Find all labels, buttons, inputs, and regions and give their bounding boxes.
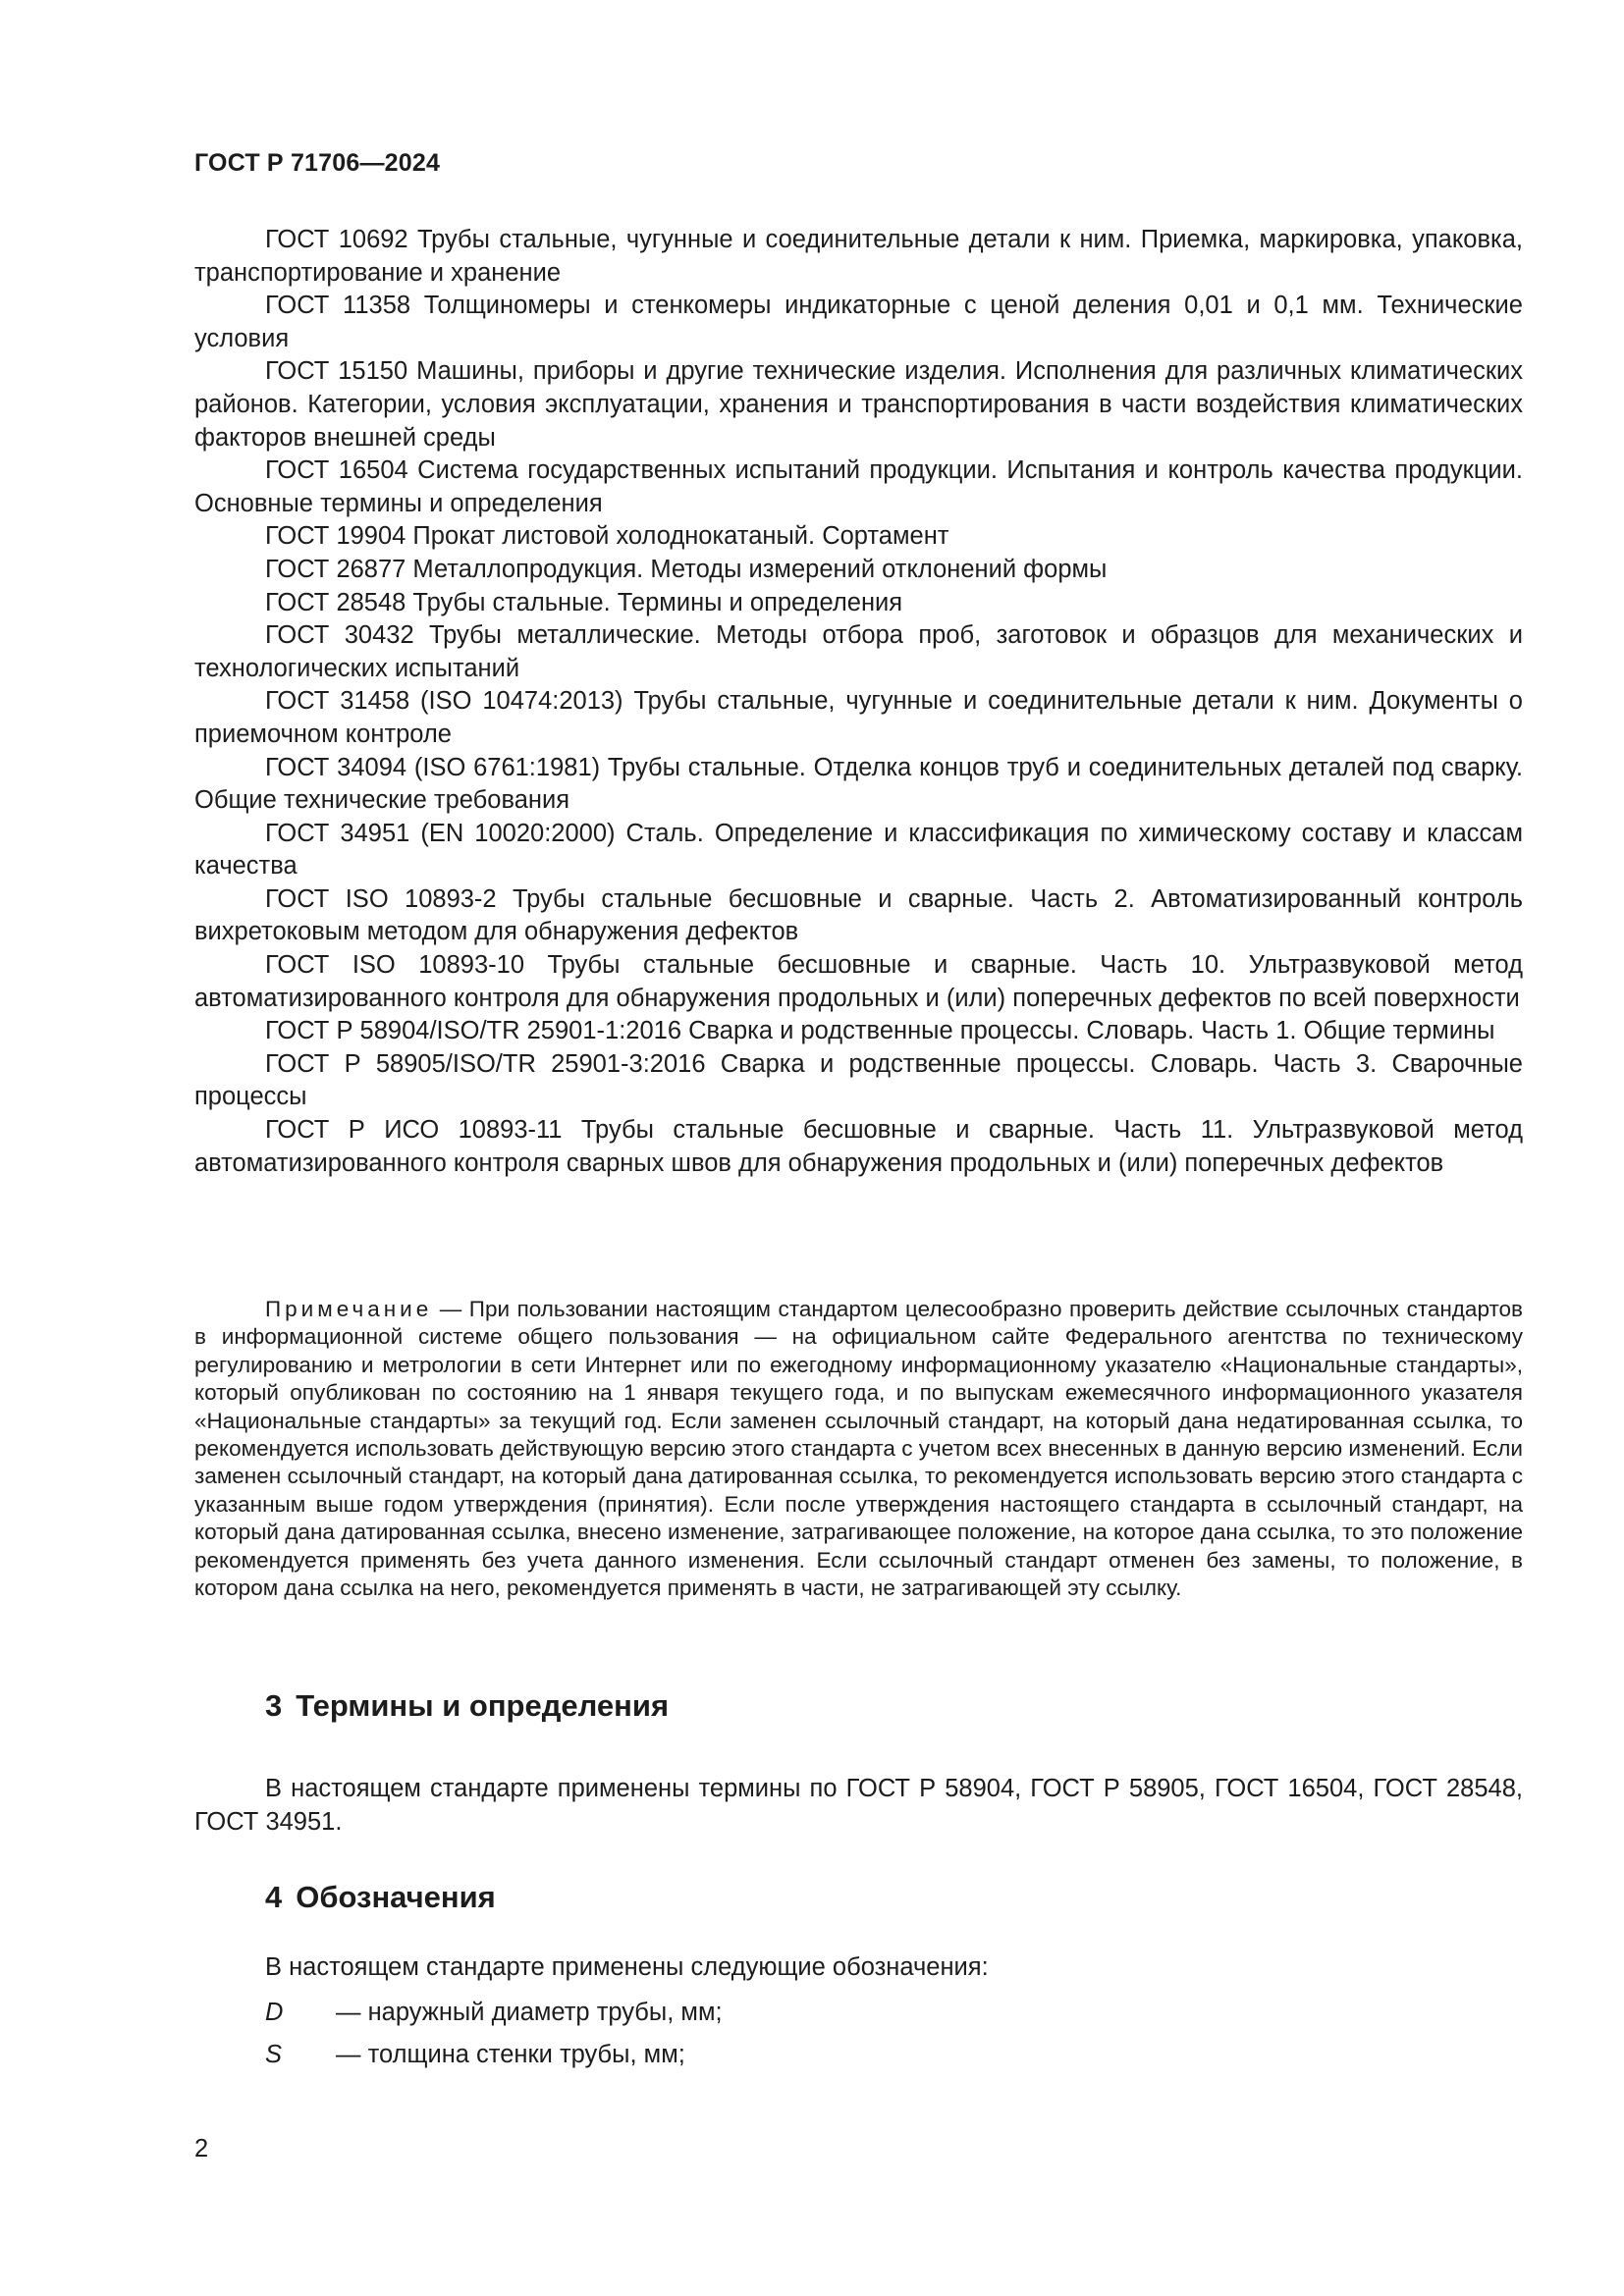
reference-item: ГОСТ 19904 Прокат листовой холоднокатаный. Сортамент [265,522,949,551]
section-4-intro: В настоящем стандарте применены следующие обозначения: [265,1953,989,1981]
symbol-row [265,1999,723,2027]
reference-item: ГОСТ Р 58905/ISO/TR 25901-3:2016 Сварка и родственные процессы. Словарь. Часть 3. Сварочные процессы [194,1049,1523,1111]
reference-item: ГОСТ 15150 Машины, приборы и другие технические изделия. Исполнения для различных климатических районов. Категории, условия эксплуатации, хранения и транспортирования в части воздействия климатических факторов внешней среды [194,357,1523,452]
reference-item: ГОСТ Р ИСО 10893-11 Трубы стальные бесшовные и сварные. Часть 11. Ультразвуковой метод автоматизированного контроля сварных швов для обнаружения продольных и (или) поперечных дефектов [194,1116,1523,1177]
symbol-row [265,2041,685,2069]
reference-item: ГОСТ 28548 Трубы стальные. Термины и определения [265,588,903,616]
symbol: D [265,1999,284,2026]
symbol: S [265,2041,283,2068]
reference-item: ГОСТ Р 58904/ISO/TR 25901-1:2016 Сварка и родственные процессы. Словарь. Часть 1. Общие термины [265,1017,1495,1045]
note-label: Примечание [265,1297,433,1321]
reference-item: ГОСТ 34951 (EN 10020:2000) Сталь. Определение и классификация по химическому составу и классам качества [194,819,1523,881]
reference-item: ГОСТ 16504 Система государственных испытаний продукции. Испытания и контроль качества продукции. Основные термины и определения [194,456,1523,517]
symbol-definition: — толщина стенки трубы, мм; [336,2041,685,2068]
symbol-definition: — наружный диаметр трубы, мм; [336,1999,723,2026]
reference-item: ГОСТ 31458 (ISO 10474:2013) Трубы стальные, чугунные и соединительные детали к ним. Документы о приемочном контроле [194,687,1523,748]
section-3-number: 3 [265,1688,283,1723]
page-number: 2 [194,2135,209,2163]
section-3-title: Термины и определения [296,1688,670,1723]
reference-item: ГОСТ 34094 (ISO 6761:1981) Трубы стальные. Отделка концов труб и соединительных деталей под сварку. Общие технические требования [194,753,1523,815]
reference-item: ГОСТ 30432 Трубы металлические. Методы отбора проб, заготовок и образцов для механических и технологических испытаний [194,621,1523,682]
reference-item: ГОСТ 10692 Трубы стальные, чугунные и соединительные детали к ним. Приемка, маркировка, упаковка, транспортирование и хранение [194,226,1523,287]
reference-item: ГОСТ ISO 10893-10 Трубы стальные бесшовные и сварные. Часть 10. Ультразвуковой метод автоматизированного контроля для обнаружения продольных и (или) поперечных дефектов по всей поверхности [194,951,1523,1012]
section-3-heading [265,1688,669,1724]
document-id-header: ГОСТ Р 71706—2024 [194,149,441,177]
reference-item: ГОСТ 26877 Металлопродукция. Методы измерений отклонений формы [265,555,1108,583]
note-text: — При пользовании настоящим стандартом целесообразно проверить действие ссылочных стандартов в информационной системе общего пользования — на официальном сайте Федерального агентства по техническому регулированию и метрологии в сети Интернет или по ежегодному информационному указателю «Национальные стандарты», который опубликован по состоянию на 1 января текущего года, и по выпускам ежемесячного информационного указателя «Национальные стандарты» за текущий год. Если заменен ссылочный стандарт, на который дана недатированная ссылка, то рекомендуется использовать действующую версию этого стандарта с учетом всех внесенных в данную версию изменений. Если заменен ссылочный стандарт, на который дана датированная ссылка, то рекомендуется использовать версию этого стандарта с указанным выше годом утверждения (принятия). Если после утверждения настоящего стандарта в ссылочный стандарт, на который дана датированная ссылка, внесено изменение, затрагивающее положение, на которое дана ссылка, то это положение рекомендуется применять без учета данного изменения. Если ссылочный стандарт отменен без замены, то положение, в котором дана ссылка на него, рекомендуется применять в части, не затрагивающей эту ссылку. [194,1297,1523,1601]
section-3-text: В настоящем стандарте применены термины по ГОСТ Р 58904, ГОСТ Р 58905, ГОСТ 16504, ГОСТ 28548, ГОСТ 34951. [194,1775,1523,1836]
normative-references-list [194,224,1523,1180]
section-4-number: 4 [265,1880,283,1914]
references-note [194,1296,1523,1602]
section-4-heading [265,1880,496,1915]
section-4-title: Обозначения [296,1880,496,1914]
reference-item: ГОСТ 11358 Толщиномеры и стенкомеры индикаторные с ценой деления 0,01 и 0,1 мм. Технические условия [194,292,1523,352]
reference-item: ГОСТ ISO 10893-2 Трубы стальные бесшовные и сварные. Часть 2. Автоматизированный контроль вихретоковым методом для обнаружения дефектов [194,884,1523,946]
